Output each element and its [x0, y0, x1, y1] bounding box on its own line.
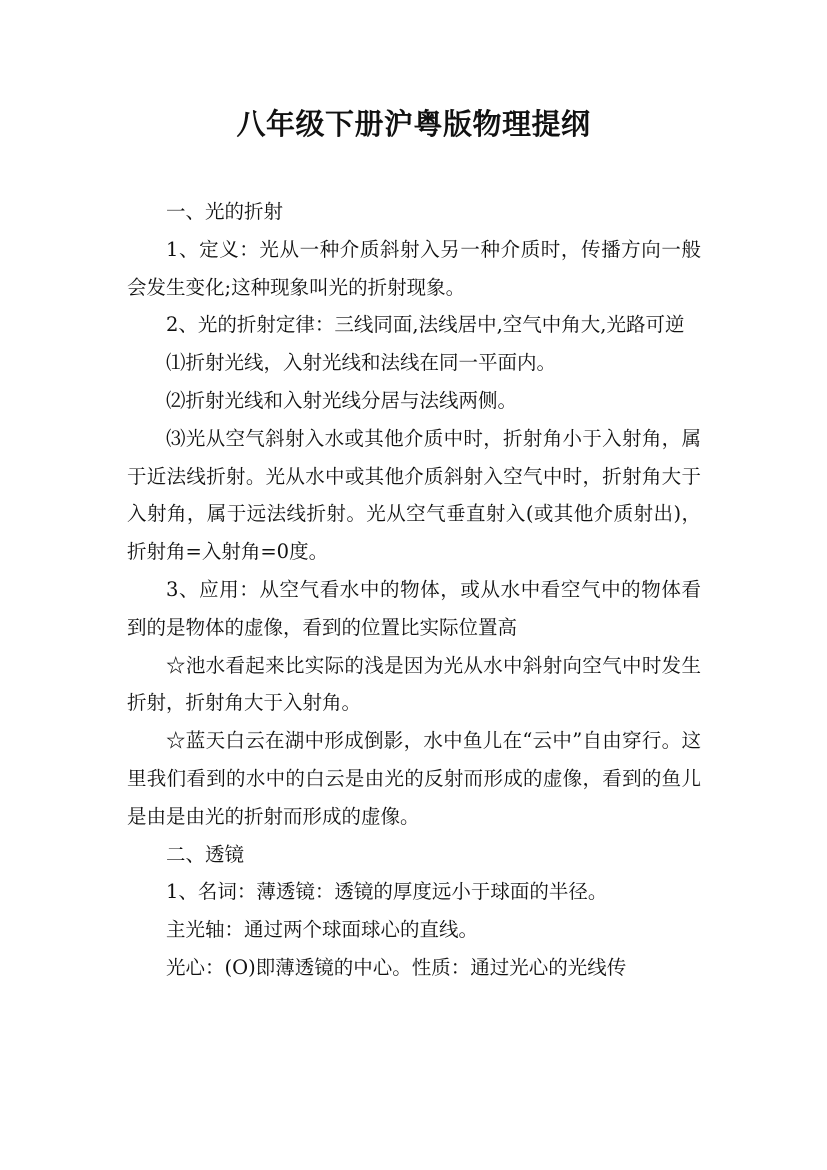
document-title: 八年级下册沪粤版物理提纲: [236, 107, 591, 141]
paragraph-thin-lens: 1、名词：薄透镜：透镜的厚度远小于球面的半径。: [166, 880, 608, 904]
document-body: [127, 193, 701, 987]
section-heading-refraction: 一、光的折射: [166, 200, 284, 223]
paragraph-law-item-1: ⑴折射光线，入射光线和法线在同一平面内。: [166, 351, 557, 375]
paragraph-note-clouds: ☆蓝天白云在湖中形成倒影，水中鱼儿在“云中”自由穿行。这里我们看到的水中的白云是由光的反射而形成的虚像，看到的鱼儿是由是由光的折射而形成的虚像。: [127, 729, 701, 828]
paragraph-note-pool: ☆池水看起来比实际的浅是因为光从水中斜射向空气中时发生折射，折射角大于入射角。: [127, 653, 701, 715]
paragraph-law-item-3: ⑶光从空气斜射入水或其他介质中时，折射角小于入射角，属于近法线折射。光从水中或其他介质斜射入空气中时，折射角大于入射角，属于远法线折射。光从空气垂直射入(或其他介质射出)，折射角=入射角=0度。: [127, 426, 701, 564]
paragraph-application: 3、应用：从空气看水中的物体，或从水中看空气中的物体看到的是物体的虚像，看到的位置比实际位置高: [127, 577, 701, 639]
paragraph-definition: 1、定义：光从一种介质斜射入另一种介质时，传播方向一般会发生变化;这种现象叫光的折射现象。: [127, 237, 701, 299]
paragraph-optical-center: 光心：(O)即薄透镜的中心。性质：通过光心的光线传: [166, 955, 627, 979]
paragraph-law-item-2: ⑵折射光线和入射光线分居与法线两侧。: [166, 388, 518, 412]
paragraph-principal-axis: 主光轴：通过两个球面球心的直线。: [166, 918, 479, 942]
section-heading-lens: 二、透镜: [166, 842, 245, 866]
paragraph-refraction-law: 2、光的折射定律：三线同面,法线居中,空气中角大,光路可逆: [166, 313, 685, 337]
